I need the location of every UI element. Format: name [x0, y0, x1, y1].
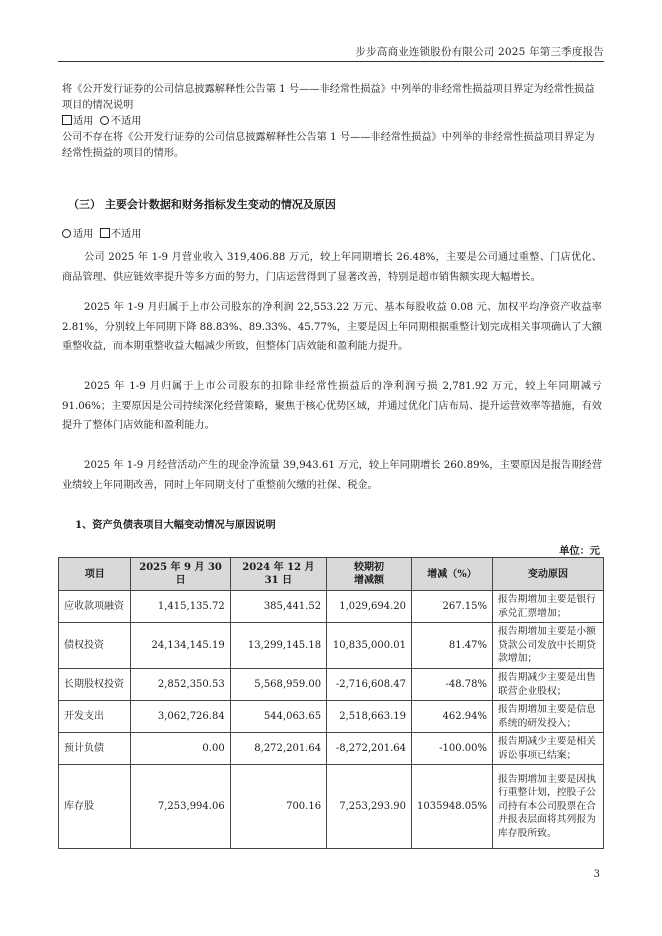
cell-change: 1,029,694.20: [327, 591, 412, 623]
cell-current: 2,852,350.53: [131, 669, 230, 701]
nonrecurring-section: [62, 82, 602, 162]
selected-circle-icon: [62, 229, 71, 238]
cell-pct: 462.94%: [412, 701, 493, 733]
cell-change: -2,716,608.47: [327, 669, 412, 701]
header-divider: [58, 61, 604, 62]
cash-flow-paragraph: 2025 年 1-9 月经营活动产生的现金净流量 39,943.61 万元，较上年同期增长 260.89%，主要原因是报告期经营业绩较上年同期改善，同时上年同期支付了重整前欠缴的社保、税金。: [62, 460, 602, 491]
section-title: （三） 主要会计数据和财务指标发生变动的情况及原因: [68, 198, 336, 211]
cell-reason: 报告期增加主要是信息系统的研发投入；: [492, 701, 603, 733]
table-row: [59, 669, 604, 701]
section3-options: [62, 227, 602, 243]
cell-current: 0.00: [131, 733, 230, 765]
net-profit-paragraph: 2025 年 1-9 月归属于上市公司股东的净利润 22,553.22 万元、基本每股收益 0.08 元、加权平均净资产收益率 2.81%，分别较上年同期下降 88.83%、89.33%、45.77%，主要是因上年同期根据重整计划完成相关事项确认了大额重整收益，而本期重整收益大幅减少所致，但整体门店效能和盈利能力提升。: [62, 302, 602, 352]
balance-sheet-subtitle: 1、资产负债表项目大幅变动情况与原因说明: [75, 519, 276, 531]
report-header-title: 步步高商业连锁股份有限公司 2025 年第三季度报告: [355, 46, 604, 58]
cell-item: 开发支出: [59, 701, 131, 733]
cell-change: 10,835,000.01: [327, 623, 412, 669]
cell-pct: -100.00%: [412, 733, 493, 765]
table-header-row: [59, 558, 604, 591]
cell-item: 长期股权投资: [59, 669, 131, 701]
cell-prior: 8,272,201.64: [230, 733, 326, 765]
cell-current: 3,062,726.84: [131, 701, 230, 733]
cell-pct: -48.78%: [412, 669, 493, 701]
cell-pct: 81.47%: [412, 623, 493, 669]
header-change-line2: 增减额: [354, 575, 385, 586]
revenue-paragraph: 公司 2025 年 1-9 月营业收入 319,406.88 万元，较上年同期增长 26.48%，主要是公司通过重整、门店优化、商品管理、供应链效率提升等多方面的努力，门店运营得到了显著改善，特别是超市销售额实现大幅增长。: [62, 252, 602, 283]
cell-item: 预计负债: [59, 733, 131, 765]
cell-change: 7,253,293.90: [327, 765, 412, 849]
nonrecurring-statement: 公司不存在将《公开发行证券的公司信息披露解释性公告第 1 号——非经常性损益》中列举的非经常性损益项目界定为经常性损益的项目的情形。: [62, 132, 595, 159]
cell-reason: 报告期增加主要是银行承兑汇票增加；: [492, 591, 603, 623]
cell-prior: 13,299,145.18: [230, 623, 326, 669]
cell-item: 债权投资: [59, 623, 131, 669]
cell-item: 库存股: [59, 765, 131, 849]
table-row: [59, 701, 604, 733]
page-number: 3: [593, 869, 600, 880]
unit-label: 单位：元: [559, 545, 600, 557]
cell-pct: 1035948.05%: [412, 765, 493, 849]
cell-prior: 5,568,959.00: [230, 669, 326, 701]
header-change: [327, 558, 412, 591]
deducted-profit-paragraph: 2025 年 1-9 月归属于上市公司股东的扣除非经常性损益后的净利润亏损 2,781.92 万元，较上年同期减亏 91.06%；主要原因是公司持续深化经营策略，聚焦于核心优势区域，并通过优化门店布局、提升运营效率等措施，有效提升了整体门店效能和盈利能力。: [62, 381, 602, 431]
unchecked-box-icon: [62, 115, 72, 125]
option-not-applicable-label: 不适用: [110, 229, 142, 240]
cell-pct: 267.15%: [412, 591, 493, 623]
header-current: 2025 年 9 月 30 日: [131, 558, 230, 591]
cell-reason: 报告期增加主要是小额贷款公司发放中长期贷款增加；: [492, 623, 603, 669]
table-row: [59, 733, 604, 765]
table-row: [59, 765, 604, 849]
cell-current: 7,253,994.06: [131, 765, 230, 849]
cell-current: 1,415,135.72: [131, 591, 230, 623]
header-item: 项目: [59, 558, 131, 591]
balance-sheet-table: [58, 557, 604, 849]
table-row: [59, 623, 604, 669]
header-pct: 增减（%）: [412, 558, 493, 591]
option-not-applicable-label: 不适用: [110, 116, 142, 127]
option-applicable-label: 适用: [73, 229, 94, 240]
unchecked-box-icon: [100, 228, 110, 238]
header-prior: 2024 年 12 月 31 日: [230, 558, 326, 591]
cell-reason: 报告期减少主要是相关诉讼事项已结案；: [492, 733, 603, 765]
cell-change: -8,272,201.64: [327, 733, 412, 765]
cell-current: 24,134,145.19: [131, 623, 230, 669]
cell-change: 2,518,663.19: [327, 701, 412, 733]
nonrecurring-options: [62, 114, 602, 130]
cell-prior: 385,441.52: [230, 591, 326, 623]
cell-prior: 700.16: [230, 765, 326, 849]
header-reason: 变动原因: [492, 558, 603, 591]
cell-item: 应收款项融资: [59, 591, 131, 623]
cell-prior: 544,063.65: [230, 701, 326, 733]
table-row: [59, 591, 604, 623]
option-applicable-label: 适用: [73, 116, 94, 127]
nonrecurring-intro: 将《公开发行证券的公司信息披露解释性公告第 1 号——非经常性损益》中列举的非经常性损益项目界定为经常性损益项目的情况说明: [62, 84, 595, 111]
selected-circle-icon: [100, 116, 109, 125]
header-change-line1: 较期初: [354, 562, 385, 573]
cell-reason: 报告期增加主要是因执行重整计划，控股子公司持有本公司股票在合并报表层面将其列报为库存股所致。: [492, 765, 603, 849]
cell-reason: 报告期减少主要是出售联营企业股权；: [492, 669, 603, 701]
